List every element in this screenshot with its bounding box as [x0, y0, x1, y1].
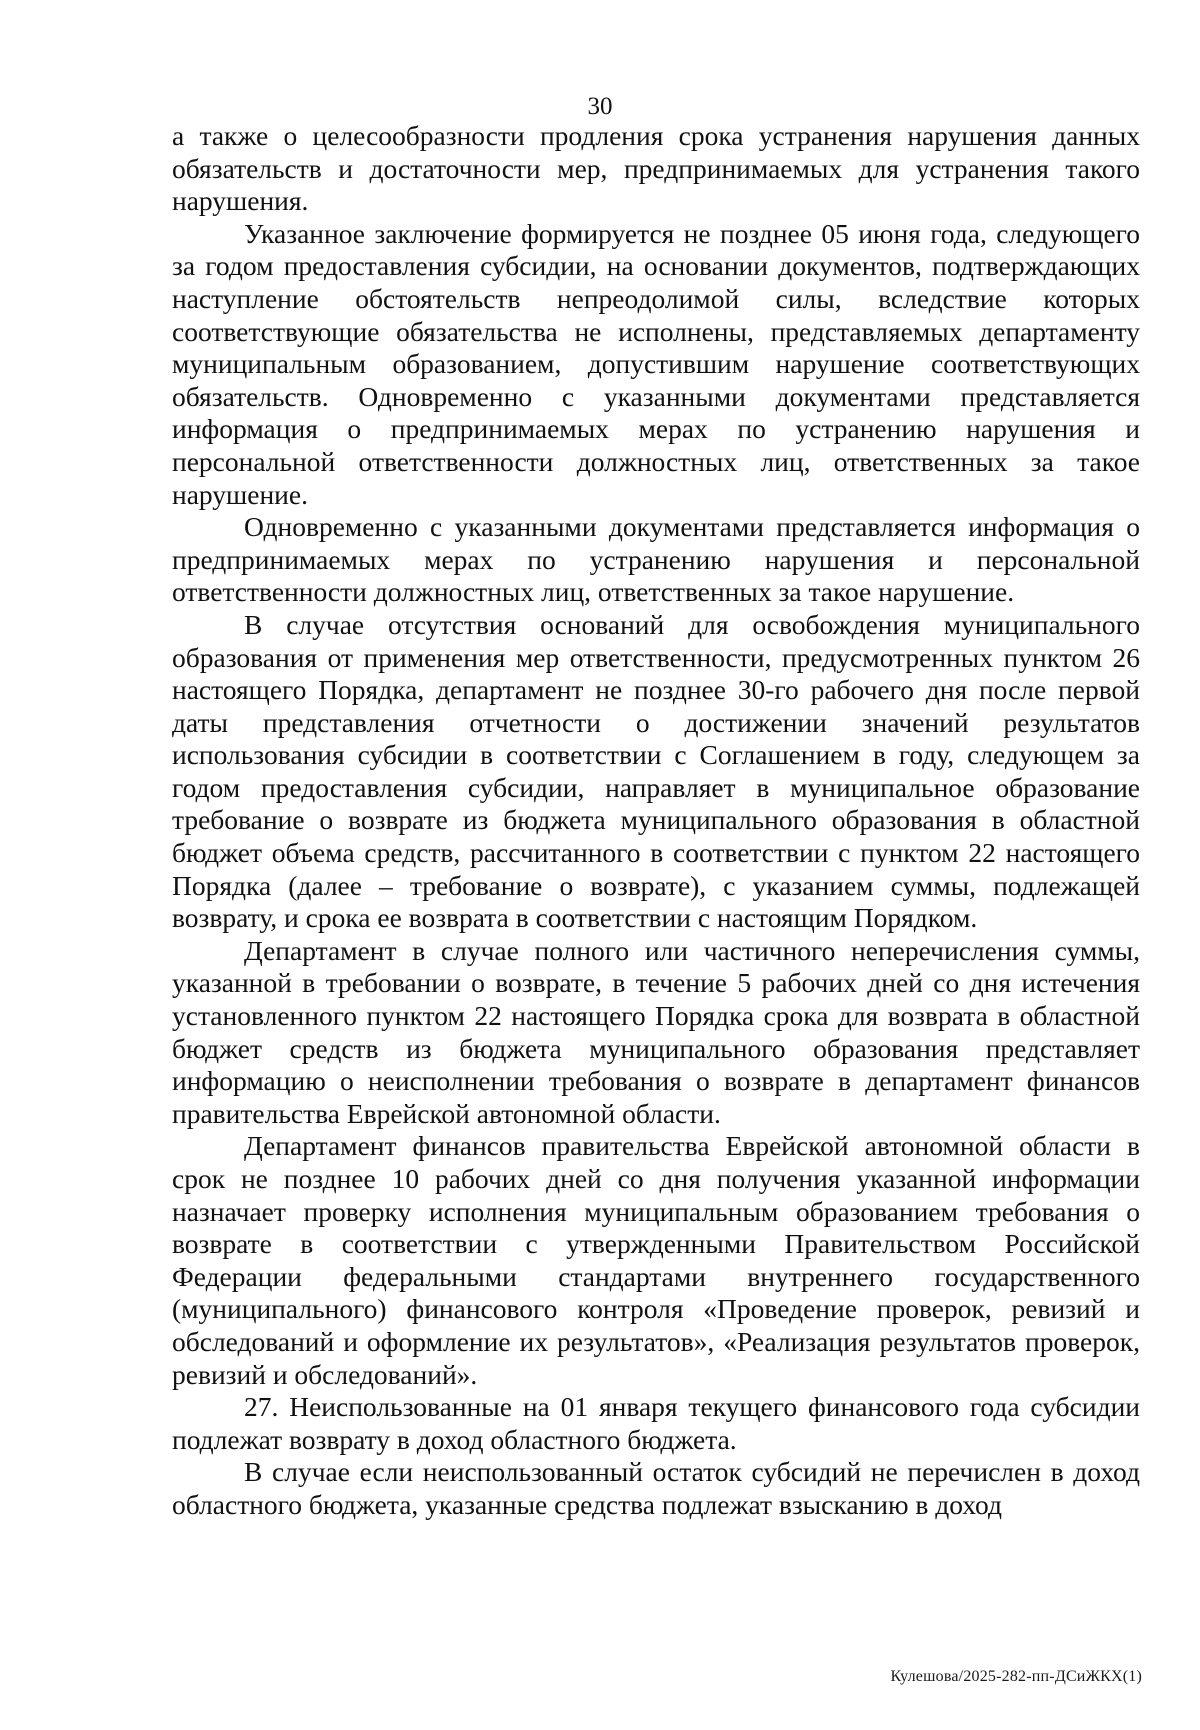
paragraph-continuation: а также о целесообразности продления срока устранения нарушения данных обязательств и достаточности мер, предпринимаемых для устранения такого нарушения.: [172, 120, 1140, 217]
paragraph-finance-inspection: Департамент финансов правительства Еврейской автономной области в срок не позднее 10 рабочих дней со дня получения указанной информации назначает проверку исполнения муниципальным образованием требования о возврате в соответствии с утвержденными Правительством Российской Федерации федеральными стандартами внутреннего государственного (муниципального) финансового контроля «Проведение проверок, ревизий и обследований и оформление их результатов», «Реализация результатов проверок, ревизий и обследований».: [172, 1130, 1140, 1390]
paragraph-documents-info: Одновременно с указанными документами представляется информация о предпринимаемых мерах по устранению нарушения и персональной ответственности должностных лиц, ответственных за такое нарушение.: [172, 511, 1140, 608]
paragraph-conclusion-deadline: Указанное заключение формируется не позднее 05 июня года, следующего за годом предоставления субсидии, на основании документов, подтверждающих наступление обстоятельств непреодолимой силы, вследствие которых соответствующие обязательства не исполнены, представляемых департаменту муниципальным образованием, допустившим нарушение соответствующих обязательств. Одновременно с указанными документами представляется информация о предпринимаемых мерах по устранению нарушения и персональной ответственности должностных лиц, ответственных за такое нарушение.: [172, 217, 1140, 510]
paragraph-non-transfer: Департамент в случае полного или частичного неперечисления суммы, указанной в требовании о возврате, в течение 5 рабочих дней со дня истечения установленного пунктом 22 настоящего Порядка срока для возврата в областной бюджет средств из бюджета муниципального образования представляет информацию о неисполнении требования о возврате в департамент финансов правительства Еврейской автономной области.: [172, 934, 1140, 1129]
page-number: 30: [587, 93, 613, 120]
document-body: [172, 120, 1140, 1522]
document-reference-code: Кулешова/2025-282-пп-ДСиЖКХ(1): [890, 1668, 1142, 1685]
paragraph-unused-balance: В случае если неиспользованный остаток субсидий не перечислен в доход областного бюджета, указанные средства подлежат взысканию в доход: [172, 1456, 1140, 1520]
paragraph-item-27: 27. Неиспользованные на 01 января текущего финансового года субсидии подлежат возврату в доход областного бюджета.: [172, 1391, 1140, 1455]
paragraph-return-requirement: В случае отсутствия оснований для освобождения муниципального образования от применения мер ответственности, предусмотренных пунктом 26 настоящего Порядка, департамент не позднее 30-го рабочего дня после первой даты представления отчетности о достижении значений результатов использования субсидии в соответствии с Соглашением в году, следующем за годом предоставления субсидии, направляет в муниципальное образование требование о возврате из бюджета муниципального образования в областной бюджет объема средств, рассчитанного в соответствии с пунктом 22 настоящего Порядка (далее – требование о возврате), с указанием суммы, подлежащей возврату, и срока ее возврата в соответствии с настоящим Порядком.: [172, 608, 1140, 934]
